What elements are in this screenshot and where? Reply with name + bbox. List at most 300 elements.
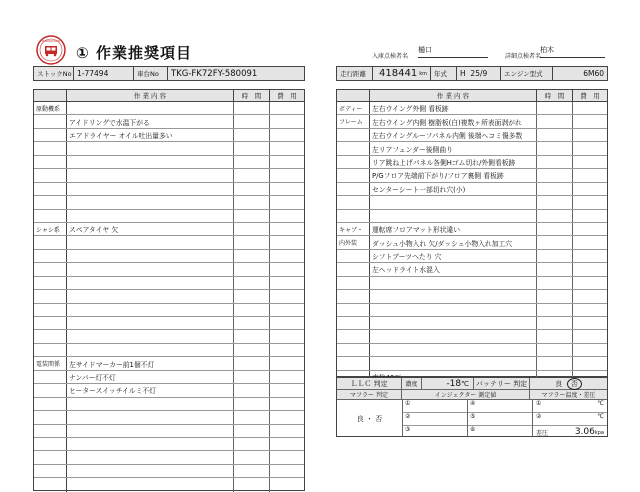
category-cell <box>337 169 370 181</box>
cost-cell <box>270 478 304 491</box>
work-content-cell: センターシート一部切れ穴(小) <box>370 183 537 195</box>
work-content-cell <box>67 344 234 356</box>
time-cell <box>234 330 270 342</box>
entry-inspector-label: 入庫点検者名 <box>372 53 409 60</box>
time-cell <box>234 156 270 168</box>
cost-cell <box>270 277 304 289</box>
cost-cell <box>270 250 304 262</box>
category-cell <box>337 210 370 222</box>
density-label: 濃度 <box>402 378 422 389</box>
time-cell <box>234 398 270 410</box>
time-cell <box>537 156 573 168</box>
table-row <box>34 250 304 263</box>
table-row <box>34 371 304 384</box>
work-content-cell <box>67 290 234 302</box>
table-row <box>337 317 607 330</box>
category-cell <box>34 317 67 329</box>
work-content-cell <box>67 102 234 114</box>
time-cell <box>234 236 270 248</box>
work-content-cell: ナンバー灯不灯 <box>67 371 234 383</box>
cost-cell <box>573 129 607 141</box>
work-content-cell <box>67 317 234 329</box>
temp-2-unit: ℃ <box>597 413 604 420</box>
detail-inspector-label: 詳細点検者名 <box>505 53 542 60</box>
year-value: 25/9 <box>470 69 488 78</box>
table-row <box>337 142 607 155</box>
cost-cell <box>270 290 304 302</box>
injector-5: ⑤ <box>468 413 532 426</box>
work-content-cell: 左右ウイング外側 看板跡 <box>370 102 537 114</box>
category-cell <box>34 465 67 477</box>
injector-6: ⑥ <box>470 426 476 433</box>
engine-label: エンジン型式 <box>501 67 553 80</box>
category-cell: 電装関係 <box>34 357 67 369</box>
category-cell <box>34 169 67 181</box>
work-content-cell <box>67 465 234 477</box>
table-row <box>34 304 304 317</box>
left-table-header <box>34 90 304 102</box>
category-cell <box>34 384 67 396</box>
cost-header: 費 用 <box>277 92 297 100</box>
right-table-header <box>337 90 607 102</box>
table-row <box>34 169 304 182</box>
time-cell <box>234 196 270 208</box>
table-row <box>34 102 304 115</box>
cost-cell <box>270 344 304 356</box>
injector-3: ③ <box>405 426 411 433</box>
density-value: -18 <box>446 378 462 389</box>
time-cell <box>234 451 270 463</box>
work-content-cell: P/Gフロア先端前下がり/フロア裏側 看板跡 <box>370 169 537 181</box>
table-row <box>337 263 607 276</box>
cost-cell <box>573 223 607 235</box>
time-cell <box>537 196 573 208</box>
category-cell <box>34 263 67 275</box>
work-content-cell <box>67 263 234 275</box>
category-cell <box>337 263 370 275</box>
work-content-cell <box>67 330 234 342</box>
time-cell <box>537 277 573 289</box>
time-header: 時 間 <box>537 90 573 101</box>
injector-4: ④ <box>468 400 532 413</box>
table-row <box>34 277 304 290</box>
category-cell <box>337 357 370 369</box>
diff-label: 差圧 <box>536 429 549 437</box>
table-row <box>34 210 304 223</box>
work-content-cell <box>67 169 234 181</box>
table-row <box>337 183 607 196</box>
work-content-cell <box>67 478 234 491</box>
table-row <box>337 169 607 182</box>
cost-cell <box>270 317 304 329</box>
category-cell <box>337 129 370 141</box>
work-content-cell <box>67 398 234 410</box>
cost-cell <box>270 371 304 383</box>
time-cell <box>234 169 270 181</box>
table-row <box>34 156 304 169</box>
cost-cell <box>573 142 607 154</box>
work-content-cell <box>67 183 234 195</box>
time-cell <box>234 250 270 262</box>
time-cell <box>234 290 270 302</box>
battery-good: 良 <box>555 379 563 388</box>
time-cell <box>537 129 573 141</box>
right-work-table <box>336 89 608 377</box>
table-row <box>34 438 304 451</box>
category-cell <box>337 304 370 316</box>
table-row <box>337 210 607 223</box>
table-row <box>34 129 304 142</box>
cost-cell <box>270 142 304 154</box>
cost-cell <box>270 398 304 410</box>
table-row <box>34 451 304 464</box>
category-cell <box>34 290 67 302</box>
chassis-label: 車台No <box>134 67 168 80</box>
cost-cell <box>573 236 607 248</box>
work-content-cell <box>370 196 537 208</box>
battery-bad-circled: 否 <box>567 378 582 390</box>
category-cell <box>34 371 67 383</box>
work-content-cell: 左右ウイング内側 樹脂板(白)複数ヶ所表面剥がれ <box>370 115 537 127</box>
muffler-temp-label: マフラー温度・差圧 <box>541 392 596 399</box>
table-row <box>34 263 304 276</box>
work-content-cell: 運転席フロアマット形状違い <box>370 223 537 235</box>
table-row <box>34 398 304 411</box>
work-content-cell <box>370 304 537 316</box>
cost-cell <box>270 438 304 450</box>
table-row <box>34 183 304 196</box>
table-row <box>337 129 607 142</box>
cost-cell <box>270 425 304 437</box>
table-row <box>34 478 304 491</box>
table-row <box>337 344 607 357</box>
time-cell <box>234 210 270 222</box>
category-cell <box>34 156 67 168</box>
category-cell <box>34 196 67 208</box>
table-row <box>34 223 304 236</box>
work-content-cell <box>67 142 234 154</box>
entry-inspector-name: 樋口 <box>418 45 488 58</box>
table-row <box>337 250 607 263</box>
year-label: 年式 <box>431 67 457 80</box>
table-row <box>34 317 304 330</box>
mileage-label: 走行距離 <box>337 67 373 80</box>
work-content-cell <box>67 236 234 248</box>
cost-cell <box>573 102 607 114</box>
work-content-cell <box>370 344 537 356</box>
time-cell <box>234 478 270 491</box>
work-content-cell <box>67 250 234 262</box>
category-cell <box>337 344 370 356</box>
category-cell <box>337 156 370 168</box>
time-cell <box>234 183 270 195</box>
cost-cell <box>270 263 304 275</box>
work-content-cell: エアドライヤー オイル吐出量多い <box>67 129 234 141</box>
table-row <box>34 411 304 424</box>
time-cell <box>234 263 270 275</box>
cost-cell <box>573 344 607 356</box>
time-cell <box>234 129 270 141</box>
cost-cell <box>270 156 304 168</box>
table-row <box>337 236 607 249</box>
work-content-cell <box>67 425 234 437</box>
category-cell <box>34 236 67 248</box>
cost-cell <box>573 277 607 289</box>
injector-1: ① <box>403 400 467 413</box>
category-cell <box>34 183 67 195</box>
cost-cell <box>270 196 304 208</box>
cost-cell <box>573 304 607 316</box>
time-cell <box>537 290 573 302</box>
work-content-cell <box>67 304 234 316</box>
category-cell <box>34 425 67 437</box>
chassis-value: TKG-FK72FY-580091 <box>171 68 258 79</box>
time-cell <box>537 142 573 154</box>
category-cell: ボディー <box>337 102 370 114</box>
table-row <box>337 277 607 290</box>
work-content-cell <box>67 156 234 168</box>
category-cell <box>34 451 67 463</box>
time-cell <box>537 236 573 248</box>
category-cell <box>34 398 67 410</box>
work-content-cell: ダッシュ小物入れ 欠/ダッシュ小物入れ加工穴 <box>370 236 537 248</box>
page-title: ① 作業推奨項目 <box>76 44 192 62</box>
cost-cell <box>270 236 304 248</box>
category-cell <box>34 344 67 356</box>
time-cell <box>234 317 270 329</box>
cost-cell <box>270 223 304 235</box>
time-cell <box>234 344 270 356</box>
muffler-judgement: 良 ・ 否 <box>337 400 403 437</box>
cost-cell <box>573 357 607 369</box>
table-row <box>337 102 607 115</box>
diff-unit: kpa <box>594 430 604 436</box>
cost-cell <box>270 451 304 463</box>
time-cell <box>234 304 270 316</box>
time-cell <box>234 277 270 289</box>
work-content-cell: 左サイドマーカー前1個不灯 <box>67 357 234 369</box>
category-cell <box>34 210 67 222</box>
work-content-cell <box>67 438 234 450</box>
density-unit: ℃ <box>461 379 469 388</box>
table-row <box>337 156 607 169</box>
work-content-cell <box>370 357 537 369</box>
time-cell <box>537 183 573 195</box>
category-cell <box>34 304 67 316</box>
category-cell <box>34 142 67 154</box>
cost-cell <box>270 210 304 222</box>
cost-header: 費 用 <box>580 92 600 100</box>
cost-cell <box>573 156 607 168</box>
time-cell <box>537 102 573 114</box>
time-cell <box>537 223 573 235</box>
cost-cell <box>270 129 304 141</box>
time-cell <box>234 438 270 450</box>
time-cell <box>234 465 270 477</box>
category-cell: 原動機系 <box>34 102 67 114</box>
table-row <box>337 223 607 236</box>
work-content-cell: リア跳ね上げパネル各側Hゴム切れ/外側看板跡 <box>370 156 537 168</box>
category-cell <box>337 250 370 262</box>
cost-cell <box>573 210 607 222</box>
category-cell <box>34 411 67 423</box>
table-row <box>34 290 304 303</box>
category-cell <box>337 290 370 302</box>
table-row <box>337 196 607 209</box>
table-row <box>34 465 304 478</box>
cost-cell <box>270 183 304 195</box>
category-cell <box>34 438 67 450</box>
work-content-cell <box>67 210 234 222</box>
cost-cell <box>270 304 304 316</box>
work-content-cell: スペアタイヤ 欠 <box>67 223 234 235</box>
table-row <box>34 384 304 397</box>
time-cell <box>234 115 270 127</box>
category-cell: シャシ系 <box>34 223 67 235</box>
time-cell <box>537 304 573 316</box>
cost-cell <box>573 183 607 195</box>
work-content-cell <box>370 330 537 342</box>
injector-label: インジェクター 測定値 <box>402 390 530 399</box>
mileage-value: 418441 <box>379 68 418 79</box>
work-content-cell: アイドリングで水温下がる <box>67 115 234 127</box>
table-row <box>34 196 304 209</box>
category-cell <box>337 142 370 154</box>
category-cell <box>337 183 370 195</box>
table-row <box>34 344 304 357</box>
work-content-cell <box>67 277 234 289</box>
table-row <box>34 142 304 155</box>
cost-cell <box>573 290 607 302</box>
time-cell <box>537 250 573 262</box>
time-cell <box>537 330 573 342</box>
time-cell <box>234 142 270 154</box>
battery-label: バッテリー 判定 <box>474 378 530 389</box>
cost-cell <box>573 263 607 275</box>
category-cell <box>337 317 370 329</box>
work-content-cell <box>67 411 234 423</box>
time-header: 時 間 <box>234 90 270 101</box>
cost-cell <box>573 330 607 342</box>
llc-label: ＬＬＣ 判定 <box>337 378 402 389</box>
stock-info-bar <box>33 66 305 81</box>
cost-cell <box>573 196 607 208</box>
cost-cell <box>270 169 304 181</box>
time-cell <box>537 263 573 275</box>
company-logo-icon <box>36 35 66 65</box>
cost-cell <box>270 411 304 423</box>
category-cell <box>34 277 67 289</box>
work-content-cell <box>370 290 537 302</box>
category-cell <box>34 478 67 491</box>
table-row <box>34 236 304 249</box>
cost-cell <box>270 357 304 369</box>
engine-value: 6M60 <box>583 69 604 78</box>
time-cell <box>537 210 573 222</box>
table-row <box>34 357 304 370</box>
time-cell <box>537 357 573 369</box>
time-cell <box>234 223 270 235</box>
year-era: H <box>460 69 466 78</box>
time-cell <box>537 115 573 127</box>
category-cell: 内外装 <box>337 236 370 248</box>
work-content-cell: シフトブーツへたり 穴 <box>370 250 537 262</box>
injector-2: ② <box>403 413 467 426</box>
table-row <box>337 304 607 317</box>
time-cell <box>234 102 270 114</box>
work-content-cell: 左右ウイングルーフパネル内側 後端ヘコミ傷多数 <box>370 129 537 141</box>
cost-cell <box>270 330 304 342</box>
work-content-cell: ヒータースイッチイルミ不灯 <box>67 384 234 396</box>
cost-cell <box>573 317 607 329</box>
work-content-cell <box>67 451 234 463</box>
temp-2-label: ② <box>536 413 542 420</box>
stock-value: 1-77494 <box>74 67 134 80</box>
category-cell <box>34 129 67 141</box>
time-cell <box>537 317 573 329</box>
stock-label: ストックNo <box>34 67 74 80</box>
category-cell <box>337 277 370 289</box>
category-cell: キャブ・ <box>337 223 370 235</box>
work-content-cell <box>370 317 537 329</box>
cost-cell <box>573 250 607 262</box>
time-cell <box>234 425 270 437</box>
work-content-cell <box>370 210 537 222</box>
time-cell <box>234 411 270 423</box>
detail-inspector-name: 柏木 <box>540 45 605 58</box>
work-content-cell: 左リアフェンダー後側曲り <box>370 142 537 154</box>
work-content-cell <box>67 196 234 208</box>
content-header: 作 業 内 容 <box>370 90 537 101</box>
vehicle-info-bar <box>336 66 608 81</box>
category-cell: フレーム <box>337 115 370 127</box>
left-work-table <box>33 89 305 491</box>
time-cell <box>234 357 270 369</box>
table-row <box>337 330 607 343</box>
table-row <box>34 425 304 438</box>
diff-value: 3.06 <box>574 427 595 437</box>
time-cell <box>537 169 573 181</box>
cost-cell <box>573 115 607 127</box>
mileage-unit: km <box>419 70 427 77</box>
time-cell <box>234 371 270 383</box>
temp-1-unit: ℃ <box>597 400 604 407</box>
table-row <box>34 115 304 128</box>
time-cell <box>537 344 573 356</box>
category-cell <box>34 250 67 262</box>
category-cell <box>337 330 370 342</box>
muffler-judge-label: マフラー 判定 <box>337 390 402 399</box>
table-row <box>337 357 607 370</box>
cost-cell <box>270 115 304 127</box>
time-cell <box>234 384 270 396</box>
temp-1-label: ① <box>536 400 542 407</box>
cost-cell <box>270 102 304 114</box>
category-cell <box>34 115 67 127</box>
cost-cell <box>573 169 607 181</box>
work-content-cell: 左ヘッドライト水混入 <box>370 263 537 275</box>
table-row <box>34 330 304 343</box>
content-header: 作 業 内 容 <box>67 90 234 101</box>
cost-cell <box>270 465 304 477</box>
work-content-cell <box>370 277 537 289</box>
cost-cell <box>270 384 304 396</box>
table-row <box>337 290 607 303</box>
table-row <box>337 115 607 128</box>
category-cell <box>34 330 67 342</box>
category-cell <box>337 196 370 208</box>
logo-text: HANASHOW <box>41 39 61 43</box>
